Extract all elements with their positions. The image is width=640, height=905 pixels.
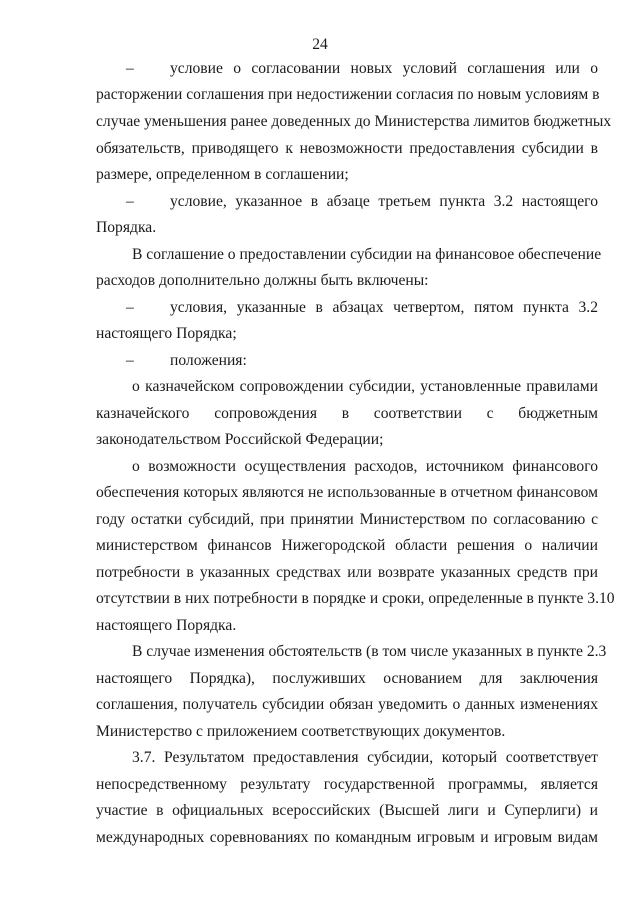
text-line: соглашения, получатель субсидии обязан уведомить о данных изменениях (96, 696, 598, 713)
text-line: законодательством Российской Федерации; (96, 431, 384, 448)
text-line: условие о согласовании новых условий соглашения или о (170, 60, 598, 77)
text-line: министерством финансов Нижегородской области решения о наличии (96, 537, 598, 554)
text-line: 3.7. Результатом предоставления субсидии, который соответствует (132, 749, 598, 766)
text-line: участие в официальных всероссийских (Высшей лиги и Суперлиги) и (96, 802, 598, 819)
text-line: В случае изменения обстоятельств (в том числе указанных в пункте 2.3 (132, 643, 607, 660)
list-dash: – (126, 299, 134, 316)
text-line: отсутствии в них потребности в порядке и сроки, определенные в пункте 3.10 (96, 590, 615, 607)
text-line: году остатки субсидий, при принятии Министерством по согласованию с (96, 511, 598, 528)
text-line: Порядка. (96, 219, 157, 236)
list-dash: – (126, 60, 134, 77)
page-number: 24 (312, 36, 328, 53)
text-line: о возможности осуществления расходов, источником финансового (132, 458, 598, 475)
text-line: настоящего Порядка), послуживших основанием для заключения (96, 670, 598, 687)
text-line: условие, указанное в абзаце третьем пункта 3.2 настоящего (170, 193, 598, 210)
text-line: расходов дополнительно должны быть включены: (96, 272, 429, 289)
text-line: расторжении соглашения при недостижении согласия по новым условиям в (96, 86, 600, 103)
text-line: случае уменьшения ранее доведенных до Министерства лимитов бюджетных (96, 113, 612, 130)
text-line: условия, указанные в абзацах четвертом, пятом пункта 3.2 (170, 299, 598, 316)
text-line: размере, определенном в соглашении; (96, 166, 349, 183)
text-line: о казначейском сопровождении субсидии, установленные правилами (132, 378, 598, 395)
list-dash: – (126, 193, 134, 210)
text-line: обязательств, приводящего к невозможности предоставления субсидии в (96, 140, 598, 157)
list-dash: – (126, 352, 134, 369)
text-line: непосредственному результату государственной программы, является (96, 776, 598, 793)
text-line: Министерство с приложением соответствующих документов. (96, 723, 506, 740)
text-line: потребности в указанных средствах или возврате указанных средств при (96, 564, 598, 581)
text-line: положения: (170, 352, 247, 369)
text-line: обеспечения которых являются не использованные в отчетном финансовом (96, 484, 598, 501)
text-line: В соглашение о предоставлении субсидии на финансовое обеспечение (132, 246, 602, 263)
text-line: казначейского сопровождения в соответствии с бюджетным (96, 405, 598, 422)
text-line: настоящего Порядка; (96, 325, 237, 342)
text-line: международных соревнованиях по командным игровым и игровым видам (96, 829, 598, 846)
text-line: настоящего Порядка. (96, 617, 237, 634)
